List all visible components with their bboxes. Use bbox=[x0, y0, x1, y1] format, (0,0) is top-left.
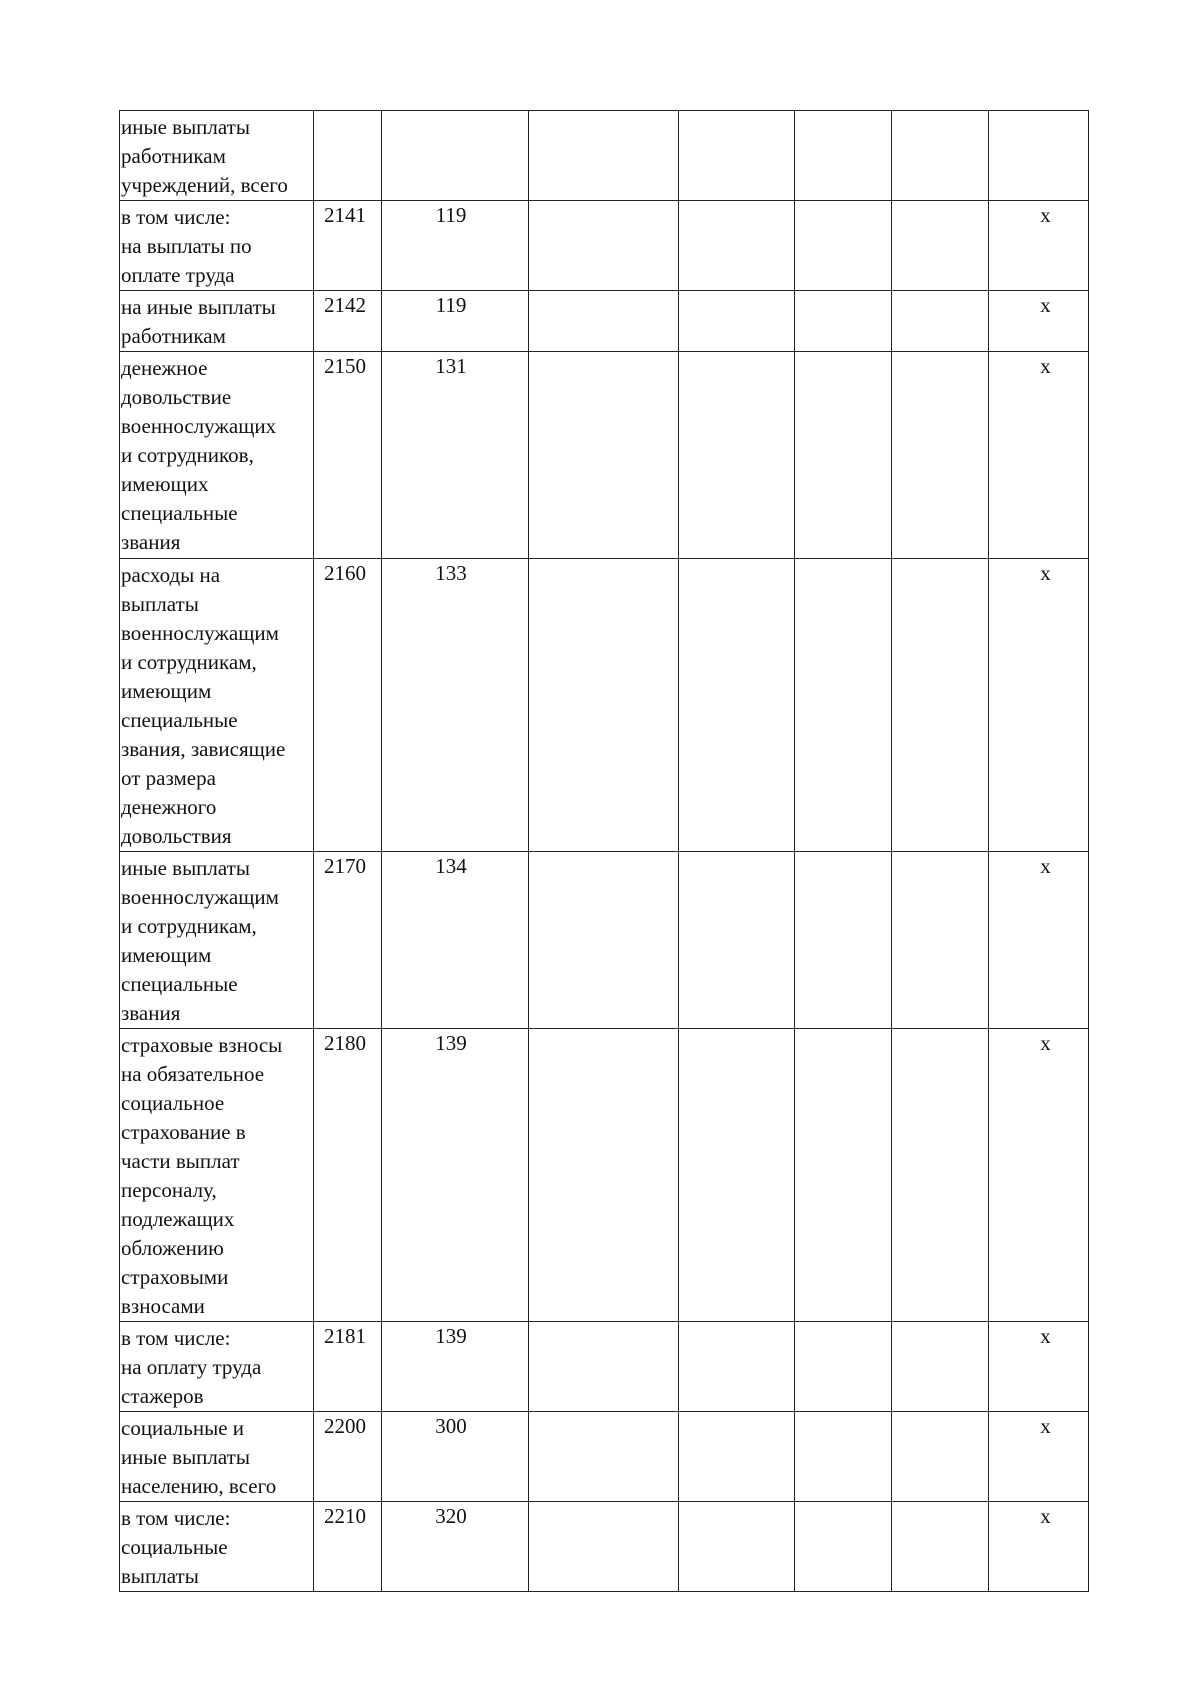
row-name-line: социальные и bbox=[121, 1416, 245, 1440]
row-value-cell bbox=[679, 1412, 795, 1502]
row-name-line: довольствие bbox=[121, 385, 232, 409]
row-name-line: на иные выплаты bbox=[121, 295, 276, 319]
row-code-cell: 2200 bbox=[314, 1412, 382, 1502]
row-value-cell bbox=[795, 201, 892, 291]
row-code-cell: 2180 bbox=[314, 1029, 382, 1322]
row-value-cell bbox=[529, 111, 679, 201]
row-name-line: обложению bbox=[121, 1236, 224, 1260]
row-name-line: иные выплаты bbox=[121, 1445, 250, 1469]
table-body bbox=[120, 111, 1089, 1592]
row-name-line: социальное bbox=[121, 1091, 225, 1115]
row-kosgu-cell: 320 bbox=[382, 1502, 529, 1592]
row-value-cell bbox=[529, 1029, 679, 1322]
row-value-cell bbox=[795, 352, 892, 559]
row-name-line: страховые взносы bbox=[121, 1033, 283, 1057]
row-name-line: взносами bbox=[121, 1294, 205, 1318]
row-value-cell bbox=[679, 111, 795, 201]
row-value-cell bbox=[892, 1029, 989, 1322]
row-code-cell: 2141 bbox=[314, 201, 382, 291]
table-row bbox=[120, 1322, 1089, 1412]
row-value-cell bbox=[529, 352, 679, 559]
budget-table bbox=[119, 110, 1089, 1592]
row-mark-cell: x bbox=[989, 1029, 1089, 1322]
row-name-line: имеющим bbox=[121, 943, 212, 967]
row-name-cell bbox=[120, 1502, 314, 1592]
row-name-line: стажеров bbox=[121, 1384, 204, 1408]
row-value-cell bbox=[679, 1029, 795, 1322]
row-name-line: в том числе: bbox=[121, 1326, 231, 1350]
row-name-line: военнослужащим bbox=[121, 621, 279, 645]
row-name-line: в том числе: bbox=[121, 205, 231, 229]
row-name-line: довольствия bbox=[121, 824, 232, 848]
row-name-line: персоналу, bbox=[121, 1178, 217, 1202]
row-mark-cell: x bbox=[989, 1322, 1089, 1412]
row-kosgu-cell: 119 bbox=[382, 291, 529, 352]
row-mark-cell bbox=[989, 111, 1089, 201]
row-name-cell bbox=[120, 852, 314, 1029]
row-value-cell bbox=[679, 291, 795, 352]
row-name-cell bbox=[120, 111, 314, 201]
row-code-cell: 2150 bbox=[314, 352, 382, 559]
row-name-line: подлежащих bbox=[121, 1207, 235, 1231]
row-name-line: денежного bbox=[121, 795, 217, 819]
row-name-line: имеющих bbox=[121, 472, 209, 496]
row-code-cell: 2210 bbox=[314, 1502, 382, 1592]
row-name-line: страхование в bbox=[121, 1120, 246, 1144]
row-value-cell bbox=[795, 1029, 892, 1322]
row-value-cell bbox=[892, 1322, 989, 1412]
row-name-line: от размера bbox=[121, 766, 216, 790]
row-name-line: страховыми bbox=[121, 1265, 229, 1289]
row-kosgu-cell: 139 bbox=[382, 1322, 529, 1412]
row-name-line: на выплаты по bbox=[121, 234, 252, 258]
row-value-cell bbox=[529, 1322, 679, 1412]
row-code-cell: 2142 bbox=[314, 291, 382, 352]
row-name-line: денежное bbox=[121, 356, 208, 380]
row-value-cell bbox=[795, 1322, 892, 1412]
row-name-cell bbox=[120, 1029, 314, 1322]
row-name-cell bbox=[120, 559, 314, 852]
row-value-cell bbox=[892, 559, 989, 852]
row-value-cell bbox=[679, 852, 795, 1029]
row-name-line: части выплат bbox=[121, 1149, 240, 1173]
row-name-line: выплаты bbox=[121, 1564, 199, 1588]
row-kosgu-cell: 139 bbox=[382, 1029, 529, 1322]
row-name-line: оплате труда bbox=[121, 263, 235, 287]
row-name-line: специальные bbox=[121, 972, 238, 996]
row-mark-cell: x bbox=[989, 559, 1089, 852]
table-row bbox=[120, 1029, 1089, 1322]
row-name-line: и сотрудникам, bbox=[121, 914, 257, 938]
row-name-line: специальные bbox=[121, 708, 238, 732]
row-name-cell bbox=[120, 201, 314, 291]
row-value-cell bbox=[892, 1502, 989, 1592]
row-name-line: звания, зависящие bbox=[121, 737, 286, 761]
table-row bbox=[120, 201, 1089, 291]
row-name-line: работникам bbox=[121, 144, 226, 168]
row-name-cell bbox=[120, 1412, 314, 1502]
row-name-line: работникам bbox=[121, 324, 226, 348]
row-name-line: и сотрудникам, bbox=[121, 650, 257, 674]
table-row bbox=[120, 1502, 1089, 1592]
row-value-cell bbox=[892, 352, 989, 559]
row-name-line: социальные bbox=[121, 1535, 228, 1559]
row-mark-cell: x bbox=[989, 352, 1089, 559]
table-row bbox=[120, 559, 1089, 852]
row-value-cell bbox=[892, 852, 989, 1029]
row-name-line: имеющим bbox=[121, 679, 212, 703]
row-name-line: в том числе: bbox=[121, 1506, 231, 1530]
row-name-line: расходы на bbox=[121, 563, 221, 587]
row-value-cell bbox=[892, 1412, 989, 1502]
row-value-cell bbox=[529, 291, 679, 352]
row-name-line: на обязательное bbox=[121, 1062, 265, 1086]
row-kosgu-cell: 133 bbox=[382, 559, 529, 852]
row-value-cell bbox=[679, 559, 795, 852]
row-value-cell bbox=[679, 1322, 795, 1412]
table-row bbox=[120, 1412, 1089, 1502]
row-value-cell bbox=[892, 291, 989, 352]
row-value-cell bbox=[679, 1502, 795, 1592]
row-value-cell bbox=[529, 559, 679, 852]
row-value-cell bbox=[529, 1502, 679, 1592]
row-kosgu-cell: 119 bbox=[382, 201, 529, 291]
row-value-cell bbox=[679, 352, 795, 559]
row-value-cell bbox=[795, 852, 892, 1029]
row-value-cell bbox=[795, 1502, 892, 1592]
row-mark-cell: x bbox=[989, 852, 1089, 1029]
row-value-cell bbox=[892, 201, 989, 291]
row-value-cell bbox=[795, 111, 892, 201]
row-name-line: иные выплаты bbox=[121, 856, 250, 880]
row-kosgu-cell: 300 bbox=[382, 1412, 529, 1502]
table-row bbox=[120, 291, 1089, 352]
row-kosgu-cell: 134 bbox=[382, 852, 529, 1029]
row-value-cell bbox=[795, 291, 892, 352]
row-mark-cell: x bbox=[989, 1412, 1089, 1502]
row-name-cell bbox=[120, 1322, 314, 1412]
table-row bbox=[120, 111, 1089, 201]
row-mark-cell: x bbox=[989, 1502, 1089, 1592]
table-row bbox=[120, 852, 1089, 1029]
row-code-cell bbox=[314, 111, 382, 201]
row-name-line: военнослужащим bbox=[121, 885, 279, 909]
row-code-cell: 2170 bbox=[314, 852, 382, 1029]
row-name-line: населению, всего bbox=[121, 1474, 277, 1498]
row-name-line: выплаты bbox=[121, 592, 199, 616]
row-name-line: и сотрудников, bbox=[121, 443, 254, 467]
row-name-line: иные выплаты bbox=[121, 115, 250, 139]
row-name-line: военнослужащих bbox=[121, 414, 277, 438]
row-value-cell bbox=[679, 201, 795, 291]
row-mark-cell: x bbox=[989, 291, 1089, 352]
row-value-cell bbox=[529, 1412, 679, 1502]
row-code-cell: 2181 bbox=[314, 1322, 382, 1412]
row-name-cell bbox=[120, 291, 314, 352]
row-name-line: специальные bbox=[121, 501, 238, 525]
row-name-line: звания bbox=[121, 530, 181, 554]
row-value-cell bbox=[892, 111, 989, 201]
row-value-cell bbox=[529, 852, 679, 1029]
row-name-line: на оплату труда bbox=[121, 1355, 262, 1379]
row-mark-cell: x bbox=[989, 201, 1089, 291]
row-value-cell bbox=[795, 1412, 892, 1502]
row-value-cell bbox=[529, 201, 679, 291]
table-row bbox=[120, 352, 1089, 559]
row-code-cell: 2160 bbox=[314, 559, 382, 852]
row-name-cell bbox=[120, 352, 314, 559]
row-kosgu-cell: 131 bbox=[382, 352, 529, 559]
row-name-line: звания bbox=[121, 1001, 181, 1025]
row-name-line: учреждений, всего bbox=[121, 173, 288, 197]
row-kosgu-cell bbox=[382, 111, 529, 201]
row-value-cell bbox=[795, 559, 892, 852]
